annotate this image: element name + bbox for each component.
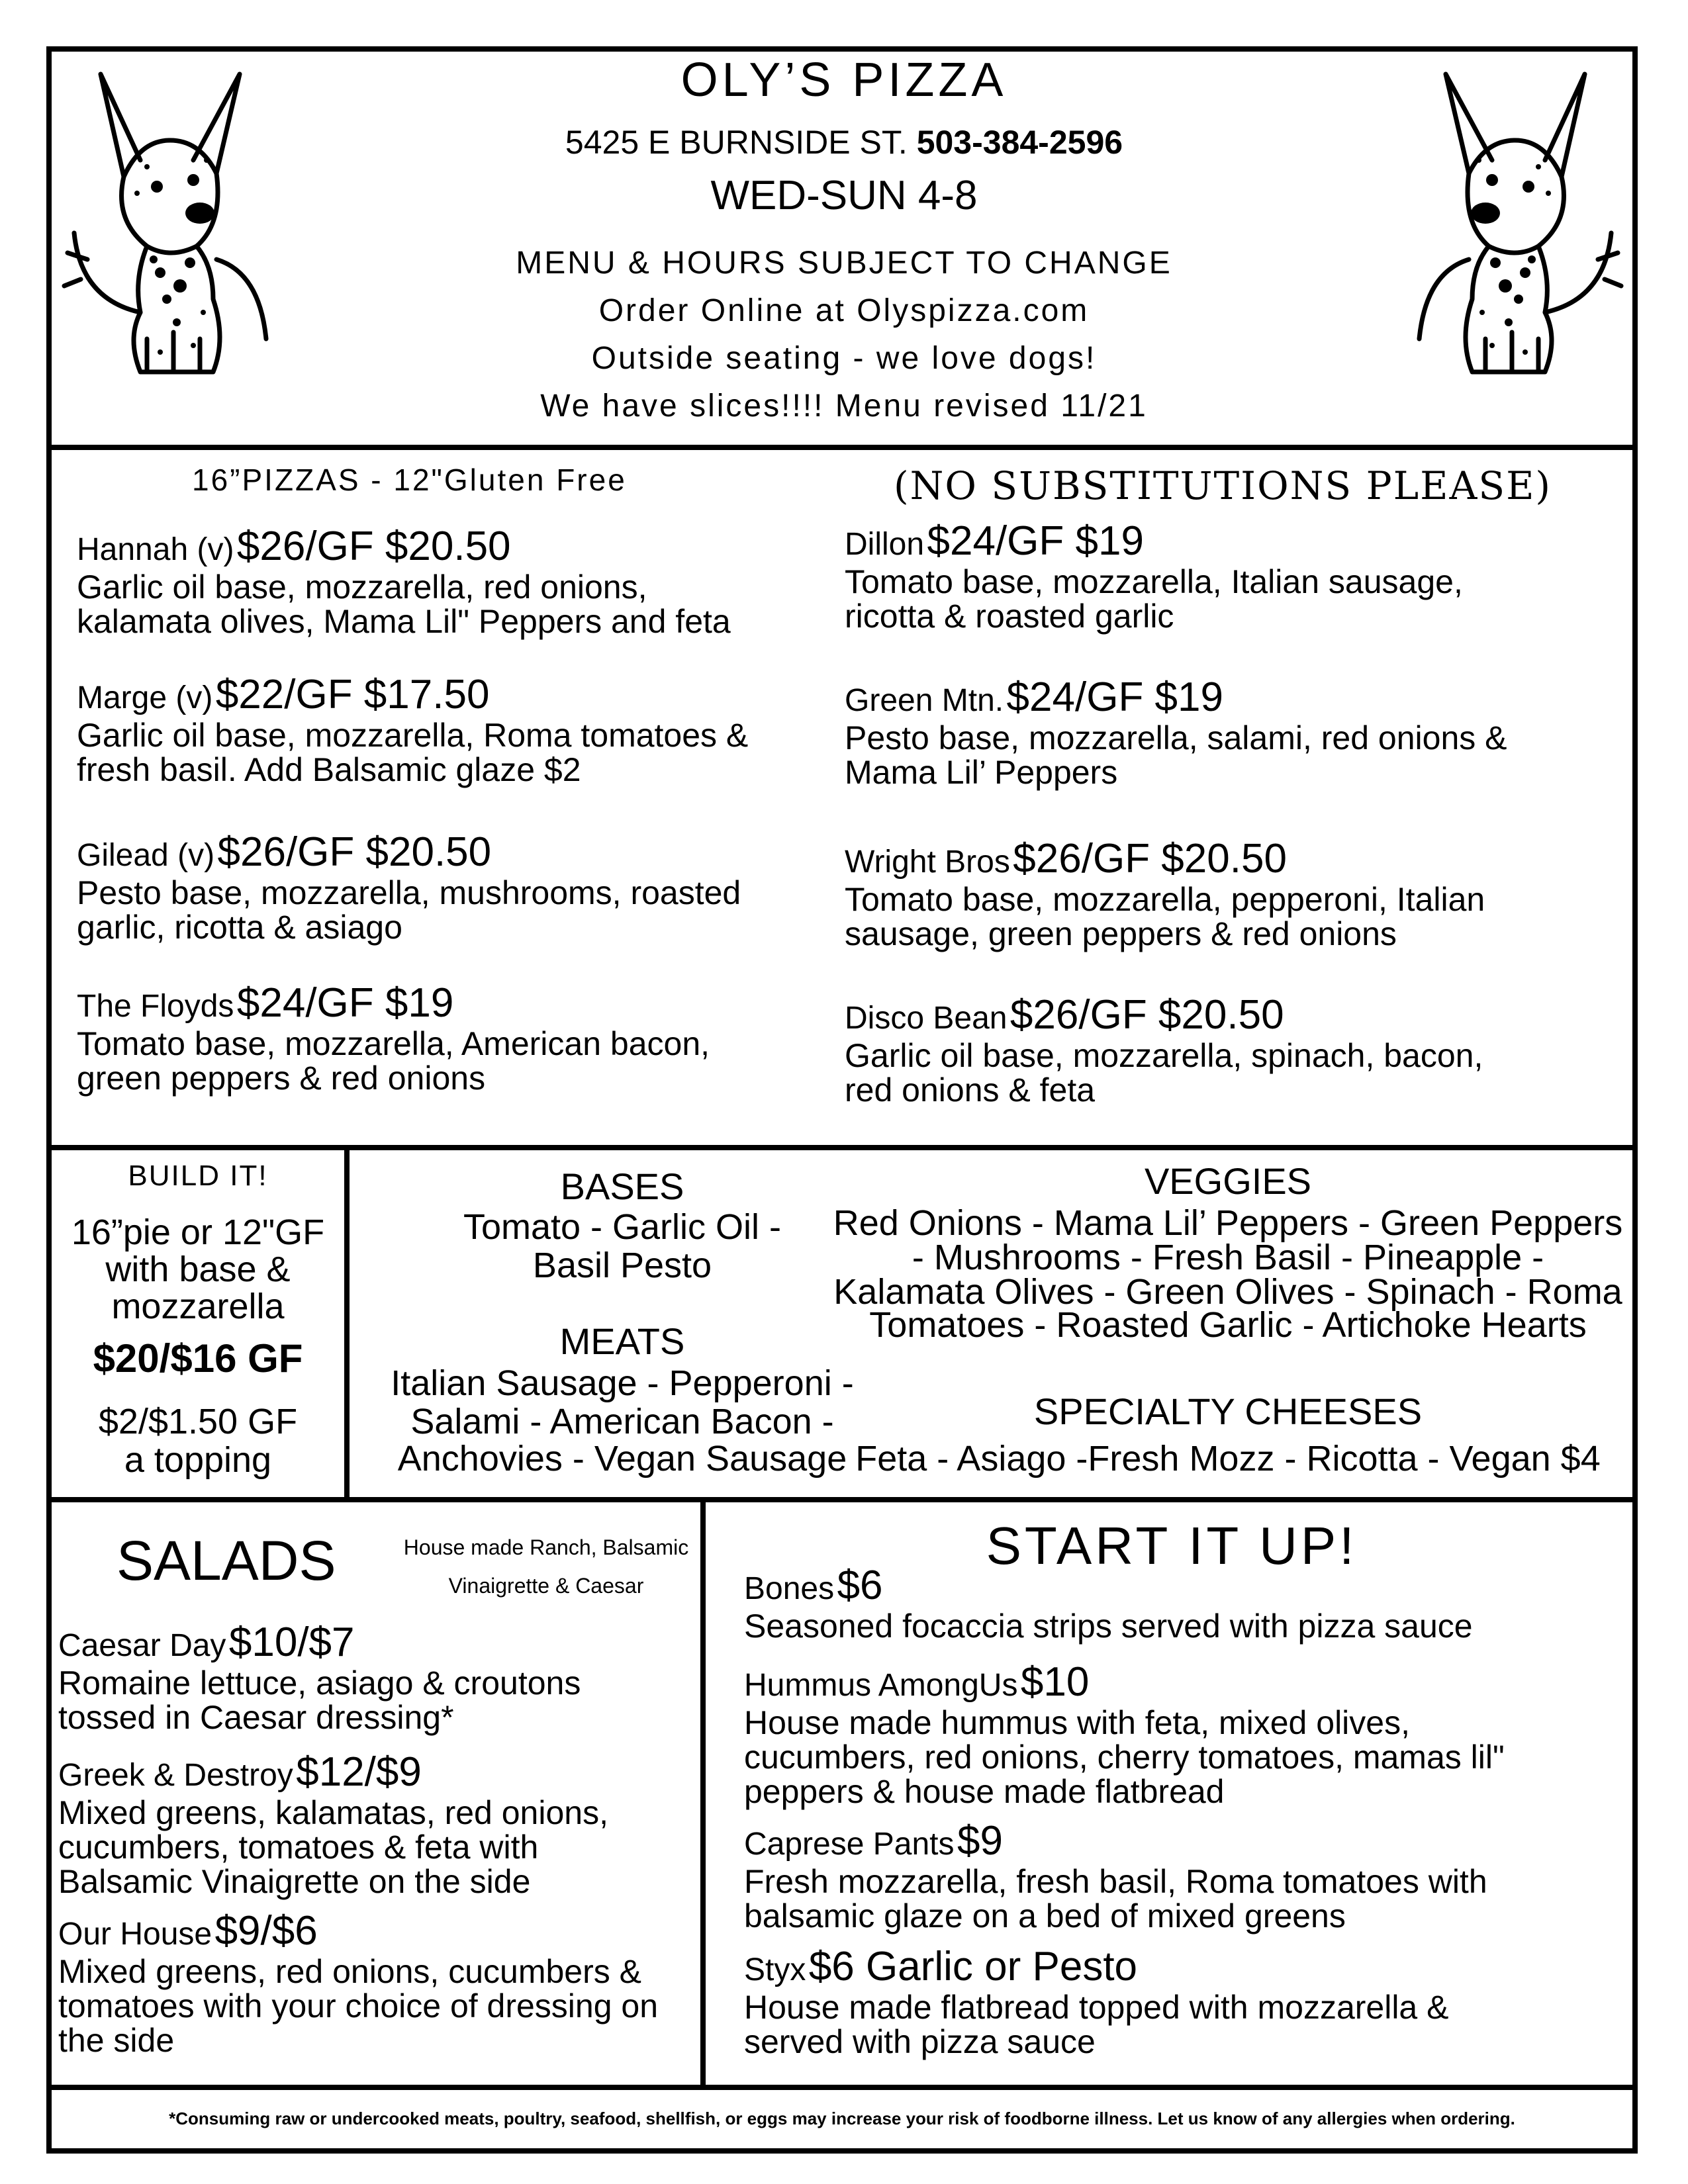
build-line-2: with base &: [105, 1250, 291, 1289]
veggies-line-4: Tomatoes - Roasted Garlic - Artichoke Hearts: [869, 1305, 1587, 1345]
pizza-item-gilead: Gilead (v) $26/GF $20.50 Pesto base, mozzarella, mushrooms, roasted garlic, ricotta & asiago: [77, 829, 741, 946]
hours: WED-SUN 4-8: [710, 173, 978, 218]
bases-title: BASES: [560, 1165, 684, 1207]
divider-header: [46, 445, 1638, 450]
dog-illustration-icon: [1406, 61, 1624, 392]
meats-line-2: Salami - American Bacon -: [410, 1402, 834, 1441]
salads-title: SALADS: [117, 1529, 336, 1592]
meats-line-1: Italian Sausage - Pepperoni -: [391, 1363, 854, 1403]
veggies-title: VEGGIES: [1144, 1160, 1312, 1202]
phone-number[interactable]: 503-384-2596: [916, 124, 1123, 161]
pizza-item-the-floyds: The Floyds $24/GF $19 Tomato base, mozzarella, American bacon, green peppers & red onions: [77, 980, 710, 1097]
address-line: [371, 123, 1317, 161]
pizza-item-dillon: Dillon $24/GF $19 Tomato base, mozzarella, Italian sausage, ricotta & roasted garlic: [845, 518, 1463, 635]
dog-illustration-icon: [61, 61, 279, 392]
divider-build: [46, 1497, 1638, 1502]
pizza-item-wright-bros: Wright Bros $26/GF $20.50 Tomato base, mozzarella, pepperoni, Italian sausage, green peppers & red onions: [845, 836, 1485, 952]
salad-item-our-house: Our House $9/$6 Mixed greens, red onions, cucumbers & tomatoes with your choice of dressing on the side: [58, 1908, 659, 2059]
starters-title: START IT UP!: [986, 1516, 1358, 1575]
veggies-line-1: Red Onions - Mama Lil’ Peppers - Green Peppers: [833, 1203, 1623, 1243]
bases-line-1: Tomato - Garlic Oil -: [463, 1207, 782, 1247]
slices-revised: We have slices!!!! Menu revised 11/21: [540, 388, 1148, 424]
build-price: $20/$16 GF: [93, 1336, 303, 1381]
starter-item-caprese-pants: Caprese Pants $9 Fresh mozzarella, fresh basil, Roma tomatoes with balsamic glaze on a bed of mixed greens: [744, 1818, 1487, 1934]
build-line-3: mozzarella: [111, 1287, 285, 1326]
pizza-item-hannah: Hannah (v) $26/GF $20.50 Garlic oil base, mozzarella, red onions, kalamata olives, Mama Lil" Peppers and feta: [77, 523, 731, 640]
dressings-line-1: House made Ranch, Balsamic: [403, 1535, 689, 1559]
no-substitutions-notice: (NO SUBSTITUTIONS PLEASE): [894, 463, 1552, 508]
divider-footer: [46, 2085, 1638, 2090]
topping-label: a topping: [124, 1440, 272, 1480]
pizza-item-marge: Marge (v) $22/GF $17.50 Garlic oil base, mozzarella, Roma tomatoes & fresh basil. Add Balsamic glaze $2: [77, 672, 749, 788]
salad-item-caesar-day: Caesar Day $10/$7 Romaine lettuce, asiago & croutons tossed in Caesar dressing*: [58, 1619, 581, 1736]
restaurant-title: OLY’S PIZZA: [680, 54, 1008, 107]
topping-price: $2/$1.50 GF: [98, 1402, 298, 1441]
meats-line-3: Anchovies - Vegan Sausage: [397, 1439, 847, 1479]
starter-item-bones: Bones $6 Seasoned focaccia strips served with pizza sauce: [744, 1563, 1473, 1645]
notice-change: MENU & HOURS SUBJECT TO CHANGE: [516, 246, 1172, 281]
address: 5425 E BURNSIDE ST.: [565, 124, 908, 161]
veggies-line-2: - Mushrooms - Fresh Basil - Pineapple -: [912, 1238, 1544, 1277]
pizza-item-green-mtn: Green Mtn. $24/GF $19 Pesto base, mozzarella, salami, red onions & Mama Lil’ Peppers: [845, 674, 1507, 791]
dressings-line-2: Vinaigrette & Caesar: [448, 1574, 644, 1598]
divider-build-toppings: [344, 1145, 350, 1502]
pizzas-heading: 16”PIZZAS - 12"Gluten Free: [192, 463, 627, 497]
divider-pizzas: [46, 1145, 1638, 1150]
outside-seating: Outside seating - we love dogs!: [591, 341, 1097, 376]
starter-item-hummus-amongus: Hummus AmongUs $10 House made hummus with feta, mixed olives, cucumbers, red onions, cherry tomatoes, mamas lil" peppers & house made flatbread: [744, 1659, 1505, 1810]
build-heading: BUILD IT!: [128, 1160, 268, 1192]
pizza-item-disco-bean: Disco Bean $26/GF $20.50 Garlic oil base, mozzarella, spinach, bacon, red onions & feta: [845, 992, 1483, 1109]
cheeses-title: SPECIALTY CHEESES: [1033, 1390, 1423, 1432]
bases-line-2: Basil Pesto: [532, 1246, 712, 1285]
order-online[interactable]: Order Online at Olyspizza.com: [598, 293, 1090, 328]
divider-salads-starters: [700, 1497, 706, 2086]
starter-item-styx: Styx $6 Garlic or Pesto House made flatbread topped with mozzarella & served with pizza sauce: [744, 1944, 1449, 2060]
food-safety-disclaimer: *Consuming raw or undercooked meats, poultry, seafood, shellfish, or eggs may increase your risk of foodborne illness. Let us know of any allergies when ordering.: [169, 2109, 1515, 2128]
veggies-line-3: Kalamata Olives - Green Olives - Spinach - Roma: [833, 1272, 1622, 1312]
cheeses-line-1: Feta - Asiago -Fresh Mozz - Ricotta - Vegan $4: [855, 1439, 1601, 1479]
salad-item-greek-destroy: Greek & Destroy $12/$9 Mixed greens, kalamatas, red onions, cucumbers, tomatoes & feta with Balsamic Vinaigrette on the side: [58, 1749, 608, 1900]
meats-title: MEATS: [559, 1320, 685, 1362]
build-line-1: 16”pie or 12"GF: [71, 1212, 325, 1252]
